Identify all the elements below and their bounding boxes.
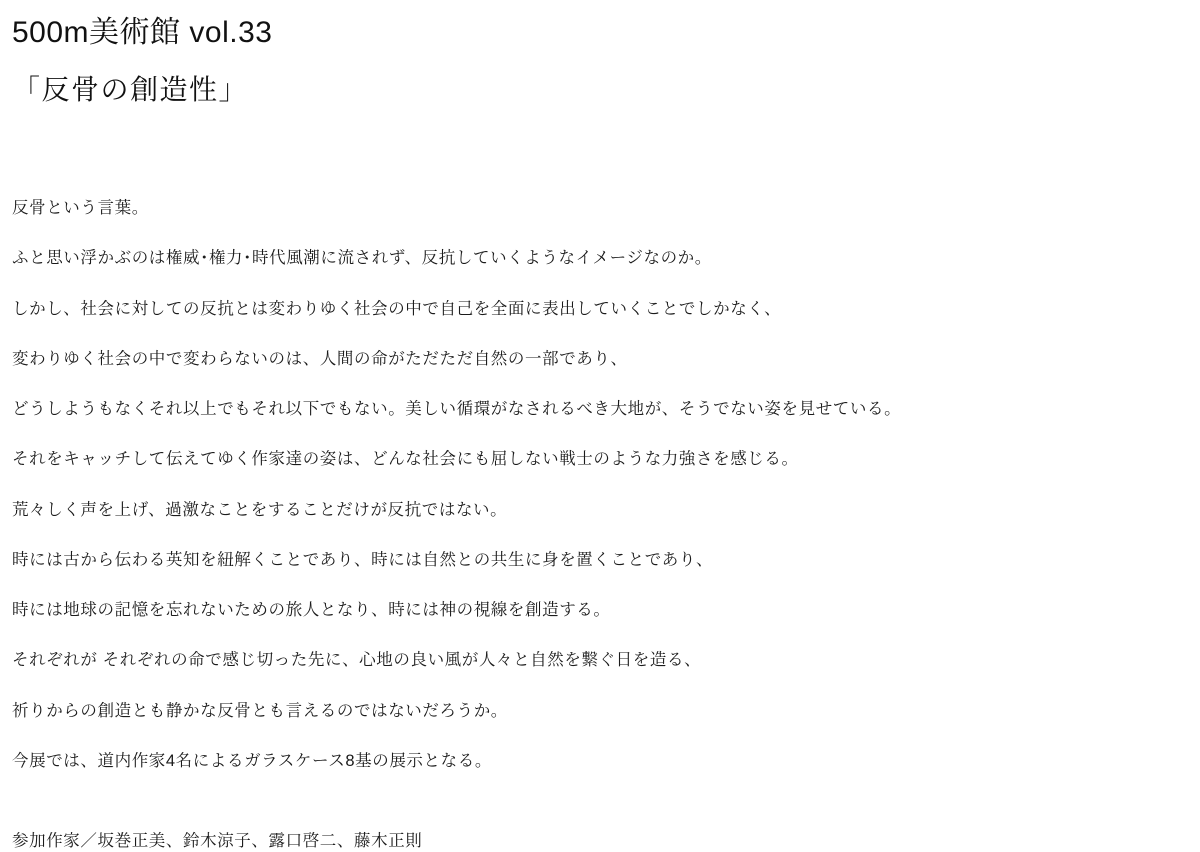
paragraph: それぞれが それぞれの命で感じ切った先に、心地の良い風が人々と自然を繋ぐ日を造る、: [12, 651, 702, 670]
paragraph: それをキャッチして伝えてゆく作家達の姿は、どんな社会にも屈しない戦士のような力強さを感じる。: [12, 450, 799, 469]
credits-block: [12, 830, 1188, 852]
paragraph: 時には地球の記憶を忘れないための旅人となり、時には神の視線を創造する。: [12, 601, 611, 620]
title-block: [12, 10, 1188, 111]
paragraph: どうしようもなくそれ以上でもそれ以下でもない。美しい循環がなされるべき大地が、そうでない姿を見せている。: [12, 400, 902, 419]
paragraph: ふと思い浮かぶのは権威･権力･時代風潮に流されず、反抗していくようなイメージなのか。: [12, 249, 712, 268]
participating-artists: 参加作家／坂巻正美、鈴木涼子、露口啓二、藤木正則: [12, 832, 423, 851]
page-subtitle: 「反骨の創造性」: [12, 74, 249, 105]
paragraph: しかし、社会に対しての反抗とは変わりゆく社会の中で自己を全面に表出していくことでしかなく、: [12, 299, 782, 318]
paragraph: 反骨という言葉。: [12, 199, 149, 217]
page-title: 500m美術館 vol.33: [12, 16, 273, 49]
paragraph: 荒々しく声を上げ、過激なことをすることだけが反抗ではない。: [12, 500, 508, 519]
paragraph: 今展では、道内作家4名によるガラスケース8基の展示となる。: [12, 751, 492, 770]
body-text: [12, 197, 1188, 772]
paragraph: 時には古から伝わる英知を紐解くことであり、時には自然との共生に身を置くことであり、: [12, 550, 714, 569]
paragraph: 祈りからの創造とも静かな反骨とも言えるのではないだろうか。: [12, 701, 508, 720]
paragraph: 変わりゆく社会の中で変わらないのは、人間の命がただただ自然の一部であり、: [12, 349, 628, 368]
